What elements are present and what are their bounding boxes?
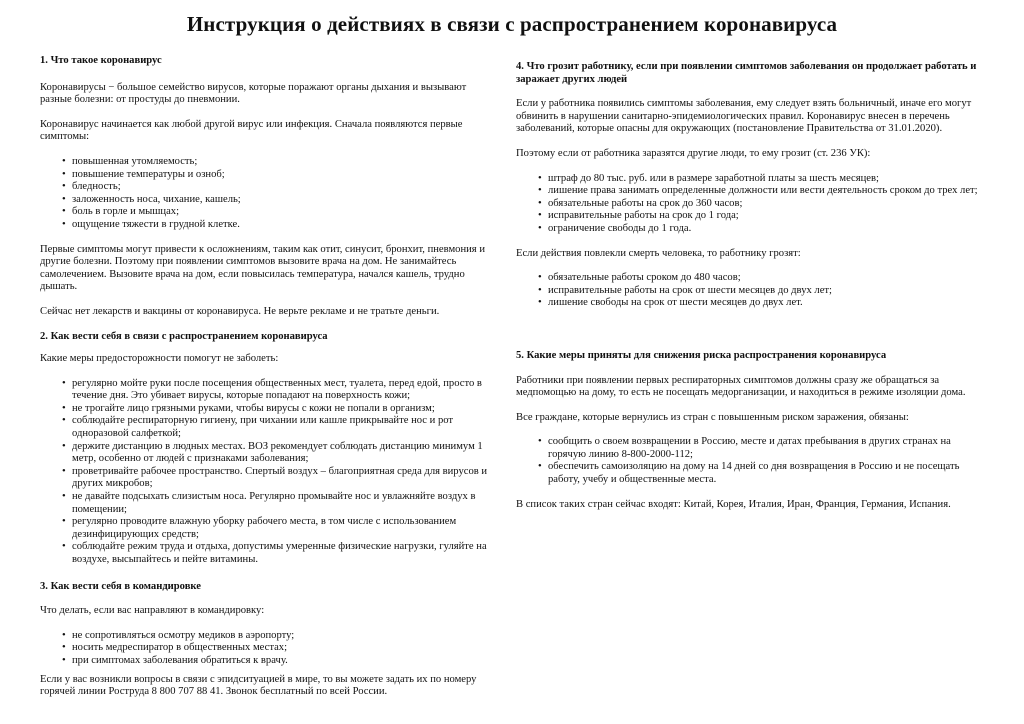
left-column: [40, 55, 500, 699]
list-item: • боль в горле и мышцах;: [62, 206, 500, 219]
list-item: • проветривайте рабочее пространство. Спертый воздух – благоприятная среда для вирусов и других микробов;: [62, 466, 500, 491]
penalties-list: [516, 173, 982, 236]
list-item: • повышение температуры и озноб;: [62, 169, 500, 182]
list-item: • регулярно проводите влажную уборку рабочего места, в том числе с использованием дезинфицирующих средств;: [62, 516, 500, 541]
list-item: • не трогайте лицо грязными руками, чтобы вирусы с кожи не попали в организм;: [62, 403, 500, 416]
list-item: • ограничение свободы до 1 года.: [538, 223, 982, 236]
countries-paragraph: В список таких стран сейчас входят: Китай, Корея, Италия, Иран, Франция, Германия, Испания.: [516, 498, 951, 510]
list-item: • ощущение тяжести в грудной клетке.: [62, 219, 500, 232]
section-2-intro: Какие меры предосторожности помогут не заболеть:: [40, 353, 279, 365]
section-5-heading: 5. Какие меры приняты для снижения риска распространения коронавируса: [516, 349, 887, 361]
returnees-list: [516, 436, 982, 486]
section-1-paragraph: Коронавирус начинается как любой другой вирус или инфекция. Сначала появляются первые симптомы:: [40, 118, 463, 143]
list-item: • не сопротивляться осмотру медиков в аэропорту;: [62, 630, 500, 643]
section-5-paragraph: Все граждане, которые вернулись из стран с повышенным риском заражения, обязаны:: [516, 411, 909, 423]
list-item: • заложенность носа, чихание, кашель;: [62, 194, 500, 207]
section-1-heading: 1. Что такое коронавирус: [40, 55, 162, 66]
list-item: • носить медреспиратор в общественных местах;: [62, 642, 500, 655]
page-title: Инструкция о действиях в связи с распространением коронавируса: [186, 12, 838, 36]
list-item: • обязательные работы сроком до 480 часов;: [538, 272, 982, 285]
list-item: • обязательные работы на срок до 360 часов;: [538, 198, 982, 211]
list-item: • штраф до 80 тыс. руб. или в размере заработной платы за шесть месяцев;: [538, 173, 982, 186]
list-item: • соблюдайте респираторную гигиену, при чихании или кашле прикрывайте нос и рот одноразовой салфеткой;: [62, 415, 500, 440]
section-1-paragraph: Первые симптомы могут привести к осложнениям, таким как отит, синусит, бронхит, пневмония и другие болезни. Поэтому при появлении симптомов вызовите врача на дом. Не занимайтесь самолечением. Вызовите врача на дом, если повысилась температура, начался кашель, трудно дышать.: [40, 243, 485, 293]
section-2-heading: 2. Как вести себя в связи с распространением коронавируса: [40, 330, 328, 342]
section-4-paragraph: Если у работника появились симптомы заболевания, ему следует взять больничный, иначе его могут обвинить в нарушении санитарно-эпидемиологических правил. Коронавирус внесен в перечень заболеваний, которые опасны для окружающих (постановление Правительства от 31.01.2020).: [516, 98, 972, 135]
symptoms-list: [40, 156, 500, 232]
list-item: • бледность;: [62, 181, 500, 194]
right-column: [516, 61, 982, 511]
list-item: • сообщить о своем возвращении в Россию, месте и датах пребывания в других странах на горячую линию 8-800-2000-112;: [538, 436, 982, 461]
list-item: • соблюдайте режим труда и отдыха, допустимы умеренные физические нагрузки, гуляйте на воздухе, высыпайтесь и пейте витамины.: [62, 541, 500, 566]
list-item: • исправительные работы на срок до 1 года;: [538, 210, 982, 223]
list-item: • повышенная утомляемость;: [62, 156, 500, 169]
section-3-intro: Что делать, если вас направляют в командировку:: [40, 605, 265, 617]
hotline-paragraph: Если у вас возникли вопросы в связи с эпидситуацией в мире, то вы можете задать их по номеру горячей линии Роструда 8 800 707 88 41. Звонок бесплатный по всей России.: [40, 673, 477, 698]
death-penalties-list: [516, 272, 982, 310]
business-trip-list: [40, 630, 500, 668]
list-item: • исправительные работы на срок от шести месяцев до двух лет;: [538, 285, 982, 298]
list-item: • лишение права занимать определенные должности или вести деятельность сроком до трех лет;: [538, 185, 982, 198]
section-1-paragraph: Сейчас нет лекарств и вакцины от коронавируса. Не верьте рекламе и не тратьте деньги.: [40, 305, 440, 317]
section-1-paragraph: Коронавирусы − большое семейство вирусов, которые поражают органы дыхания и вызывают разные болезни: от простуды до пневмонии.: [40, 81, 467, 106]
section-4-paragraph: Поэтому если от работника заразятся другие люди, то ему грозит (ст. 236 УК):: [516, 147, 871, 159]
list-item: • не давайте подсыхать слизистым носа. Регулярно промывайте нос и увлажняйте воздух в помещении;: [62, 491, 500, 516]
list-item: • обеспечить самоизоляцию на дому на 14 дней со дня возвращения в Россию и не посещать работу, учебу и общественные места.: [538, 461, 982, 486]
section-4-paragraph: Если действия повлекли смерть человека, то работнику грозят:: [516, 247, 801, 259]
list-item: • лишение свободы на срок от шести месяцев до двух лет.: [538, 297, 982, 310]
section-5-paragraph: Работники при появлении первых респираторных симптомов должны сразу же обращаться за медпомощью на дому, то есть не посещать медорганизации, и находиться в режиме изоляции дома.: [516, 374, 966, 399]
list-item: • держите дистанцию в людных местах. ВОЗ рекомендует соблюдать дистанцию минимум 1 метр, особенно от людей с признаками заболевания;: [62, 441, 500, 466]
precautions-list: [40, 378, 500, 567]
list-item: • регулярно мойте руки после посещения общественных мест, туалета, перед едой, просто в течение дня. Это убивает вирусы, которые попадают на поверхность кожи;: [62, 378, 500, 403]
section-3-heading: 3. Как вести себя в командировке: [40, 580, 201, 592]
section-4-heading: 4. Что грозит работнику, если при появлении симптомов заболевания он продолжает работать и заражает других людей: [516, 61, 977, 85]
list-item: • при симптомах заболевания обратиться к врачу.: [62, 655, 500, 668]
